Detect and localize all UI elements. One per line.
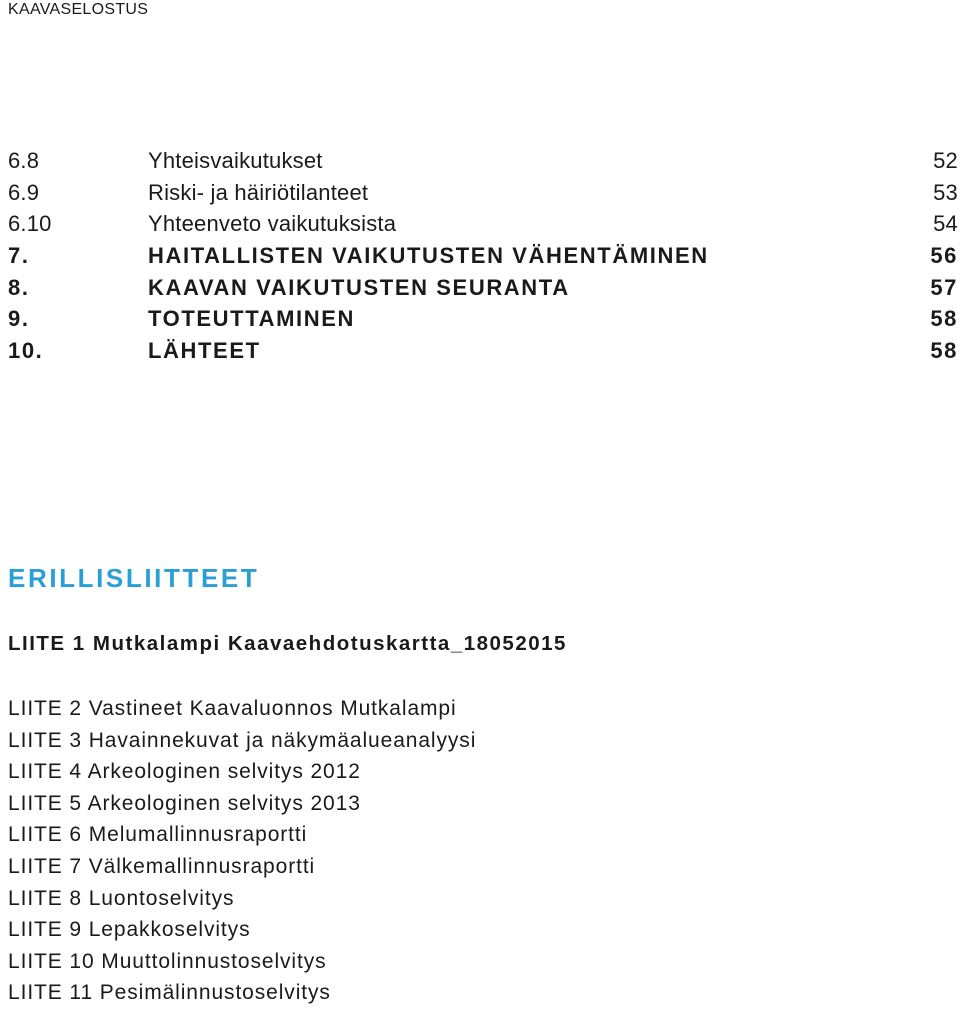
toc-title: KAAVAN VAIKUTUSTEN SEURANTA	[148, 274, 570, 300]
toc-title: HAITALLISTEN VAIKUTUSTEN VÄHENTÄMINEN	[148, 243, 709, 269]
toc-number: 6.10	[8, 211, 52, 237]
toc-page-number: 58	[930, 338, 958, 364]
toc-title: TOTEUTTAMINEN	[148, 306, 355, 332]
attachment-item[interactable]: LIITE 5 Arkeologinen selvitys 2013	[8, 791, 361, 815]
attachment-item[interactable]: LIITE 11 Pesimälinnustoselvitys	[8, 981, 331, 1005]
attachments-heading: ERILLISLIITTEET	[8, 563, 260, 593]
toc-row[interactable]	[8, 303, 958, 335]
toc-page-number: 54	[933, 211, 958, 237]
toc-title: Riski- ja häiriötilanteet	[148, 179, 369, 205]
toc-row[interactable]	[8, 208, 958, 240]
toc-page-number: 57	[930, 274, 958, 300]
running-header: KAAVASELOSTUS	[8, 1, 149, 18]
toc-row[interactable]	[8, 145, 958, 177]
toc-row[interactable]	[8, 272, 958, 304]
attachments-list	[8, 693, 476, 1009]
attachment-item[interactable]: LIITE 6 Melumallinnusraportti	[8, 823, 308, 847]
attachment-item[interactable]: LIITE 2 Vastineet Kaavaluonnos Mutkalampi	[8, 697, 457, 720]
toc-number: 9.	[8, 306, 30, 332]
toc-number: 8.	[8, 274, 30, 300]
table-of-contents	[8, 145, 958, 367]
attachment-item[interactable]: LIITE 4 Arkeologinen selvitys 2012	[8, 760, 361, 784]
toc-page-number: 52	[933, 148, 958, 173]
toc-title: Yhteisvaikutukset	[148, 148, 323, 173]
attachment-item[interactable]: LIITE 9 Lepakkoselvitys	[8, 918, 251, 942]
toc-number: 7.	[8, 243, 30, 269]
toc-row[interactable]	[8, 240, 958, 272]
attachment-item[interactable]: LIITE 10 Muuttolinnustoselvitys	[8, 949, 327, 973]
toc-number: 10.	[8, 338, 44, 364]
attachment-item[interactable]: LIITE 3 Havainnekuvat ja näkymäalueanalyysi	[8, 728, 477, 752]
toc-number: 6.9	[8, 179, 40, 205]
toc-row[interactable]	[8, 177, 958, 209]
toc-page-number: 56	[930, 243, 958, 269]
toc-title: LÄHTEET	[148, 338, 261, 364]
toc-row[interactable]	[8, 335, 958, 367]
attachment-item-1[interactable]: LIITE 1 Mutkalampi Kaavaehdotuskartta_18052015	[8, 632, 567, 655]
attachment-item[interactable]: LIITE 8 Luontoselvitys	[8, 886, 235, 910]
toc-page-number: 53	[933, 179, 958, 205]
toc-title: Yhteenveto vaikutuksista	[148, 211, 397, 237]
toc-page-number: 58	[930, 306, 958, 332]
attachment-item[interactable]: LIITE 7 Välkemallinnusraportti	[8, 854, 316, 878]
toc-number: 6.8	[8, 148, 40, 173]
